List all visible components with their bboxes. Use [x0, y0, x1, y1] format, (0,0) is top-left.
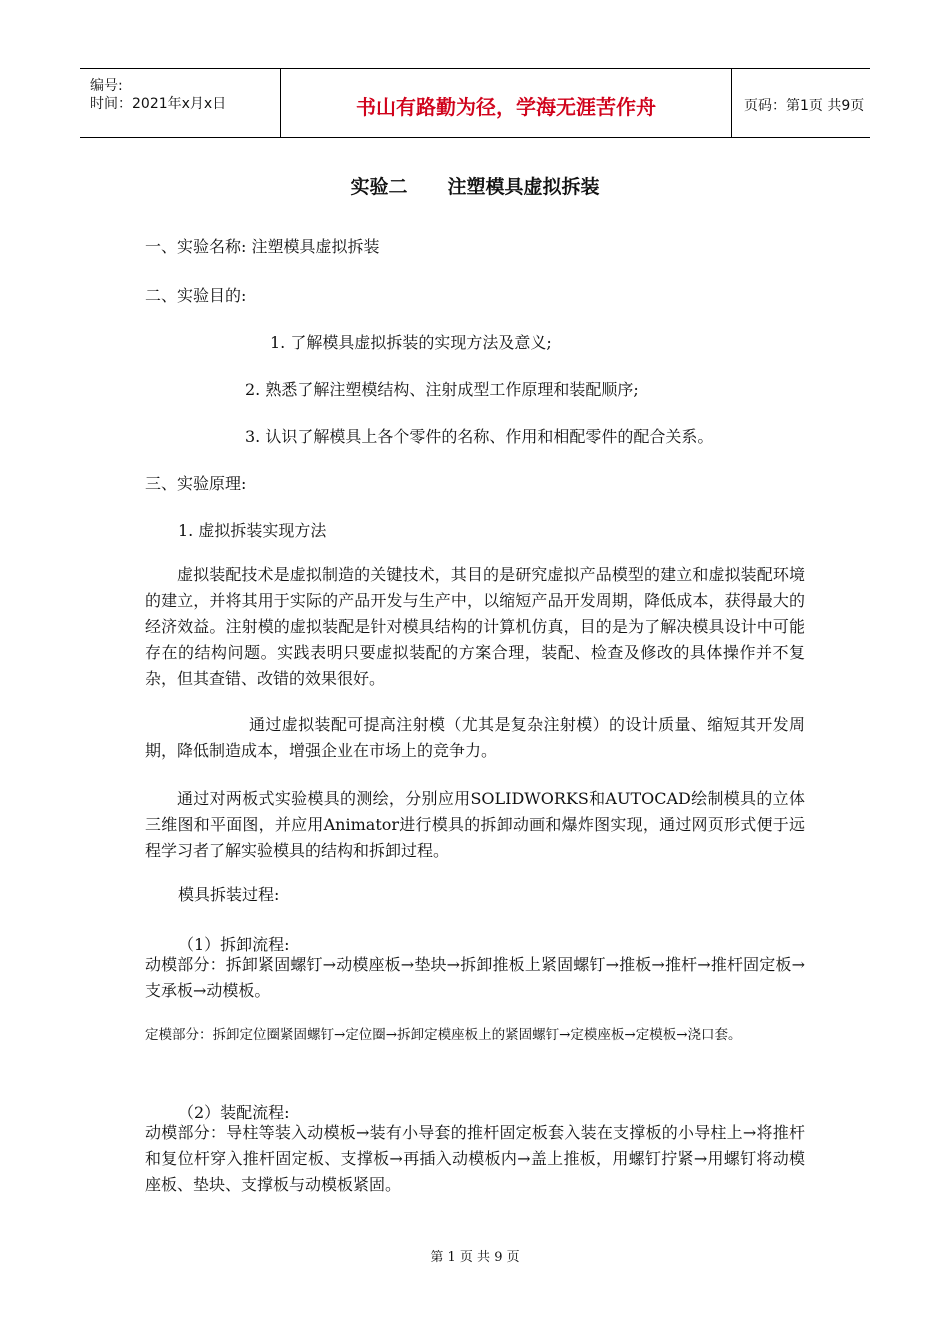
paragraph-1: 虚拟装配技术是虚拟制造的关键技术，其目的是研究虚拟产品模型的建立和虚拟装配环境的建立，并将其用于实际的产品开发与生产中，以缩短产品开发周期，降低成本，获得最大的经济效益。注射模的虚拟装配是针对模具结构的计算机仿真，目的是为了解决模具设计中可能存在的结构问题。实践表明只要虚拟装配的方案合理，装配、检查及修改的具体操作并不复杂，但其查错、改错的效果很好。 [145, 565, 805, 688]
page-title [0, 172, 950, 199]
disassembly-moving: 动模部分：拆卸紧固螺钉→动模座板→垫块→拆卸推板上紧固螺钉→推板→推杆→推杆固定板→支承板→动模板。 [145, 955, 805, 1000]
motto: 书山有路勤为径，学海无涯苦作舟 [356, 95, 656, 119]
assembly-moving: 动模部分：导柱等装入动模板→装有小导套的推杆固定板套入装在支撑板的小导柱上→将推杆和复位杆穿入推杆固定板、支撑板→再插入动模板内→盖上推板，用螺钉拧紧→用螺钉将动模座板、垫块、支撑板与动模板紧固。 [145, 1123, 805, 1194]
title-part-1: 实验二 [350, 176, 408, 198]
document-header [80, 68, 870, 138]
date-label: 时间：2021年x月x日 [90, 96, 227, 112]
section1-heading: 一、实验名称: 注塑模具虚拟拆装 [145, 237, 380, 256]
page-footer: 第 1 页 共 9 页 [430, 1250, 520, 1265]
header-middle-cell [280, 69, 732, 137]
page-info: 页码：第1页 共9页 [744, 98, 865, 114]
disassembly-fixed: 定模部分：拆卸定位圈紧固螺钉→定位圈→拆卸定模座板上的紧固螺钉→定模座板→定模板→浇口套。 [145, 1027, 742, 1043]
number-label: 编号: [90, 78, 123, 94]
objective-item-1: 1. 了解模具虚拟拆装的实现方法及意义; [270, 333, 552, 352]
disassembly-heading: （1）拆卸流程: [178, 935, 290, 954]
paragraph-2: 通过虚拟装配可提高注射模（尤其是复杂注射模）的设计质量、缩短其开发周期，降低制造成本，增强企业在市场上的竞争力。 [145, 715, 805, 760]
assembly-heading: （2）装配流程: [178, 1103, 290, 1122]
objective-item-3: 3. 认识了解模具上各个零件的名称、作用和相配零件的配合关系。 [245, 427, 714, 446]
header-right-cell [730, 69, 870, 137]
subsection-heading: 1. 虚拟拆装实现方法 [178, 521, 327, 540]
header-left-cell [80, 69, 280, 137]
section2-heading: 二、实验目的: [145, 286, 247, 305]
section3-heading: 三、实验原理: [145, 474, 247, 493]
process-heading: 模具拆装过程: [178, 885, 280, 904]
title-part-2: 注塑模具虚拟拆装 [447, 176, 600, 198]
objective-item-2: 2. 熟悉了解注塑模结构、注射成型工作原理和装配顺序; [245, 380, 639, 399]
paragraph-3: 通过对两板式实验模具的测绘，分别应用SOLIDWORKS和AUTOCAD绘制模具的立体三维图和平面图，并应用Animator进行模具的拆卸动画和爆炸图实现，通过网页形式便于远程学习者了解实验模具的结构和拆卸过程。 [145, 789, 805, 860]
